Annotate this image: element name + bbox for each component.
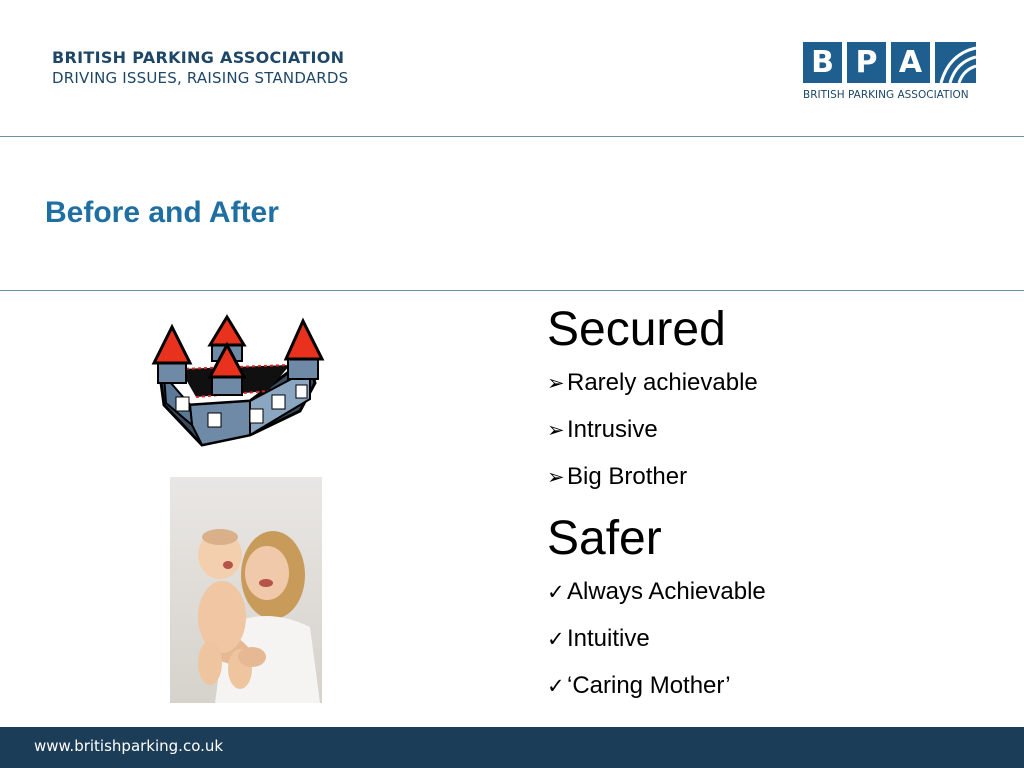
list-item	[547, 569, 1007, 616]
org-tagline: DRIVING ISSUES, RAISING STANDARDS	[52, 69, 349, 87]
org-name: BRITISH PARKING ASSOCIATION	[52, 48, 345, 67]
list-item	[547, 454, 1007, 501]
logo-swoosh-icon	[935, 42, 976, 83]
slide-title: Before and After	[45, 196, 279, 229]
logo-letter-a: A	[891, 42, 930, 83]
title-divider	[0, 290, 1024, 291]
logo-letter-boxes	[803, 42, 981, 83]
check-icon: ✓	[547, 581, 565, 604]
check-icon: ✓	[547, 675, 565, 698]
section-heading: Safer	[547, 512, 662, 565]
list-item-text: ‘Caring Mother’	[567, 672, 731, 699]
bullet-list	[547, 360, 1007, 501]
list-item-text: Always Achievable	[567, 578, 766, 605]
bullet-list	[547, 569, 1007, 710]
arrow-bullet-icon: ➢	[547, 419, 565, 442]
footer-url: www.britishparking.co.uk	[34, 737, 224, 755]
castle-icon	[150, 313, 328, 447]
list-item-text: Rarely achievable	[567, 369, 758, 396]
section-safer	[547, 509, 1007, 710]
list-item-text: Big Brother	[567, 463, 688, 490]
footer-bar	[0, 727, 1024, 768]
content-column	[547, 300, 1007, 710]
mother-and-baby-photo	[170, 477, 322, 703]
list-item-text: Intuitive	[567, 625, 650, 652]
list-item	[547, 663, 1007, 710]
list-item	[547, 360, 1007, 407]
arrow-bullet-icon: ➢	[547, 372, 565, 395]
list-item	[547, 407, 1007, 454]
header-divider	[0, 136, 1024, 137]
logo-caption: BRITISH PARKING ASSOCIATION	[803, 89, 969, 101]
section-secured	[547, 300, 1007, 501]
logo-letter-p: P	[847, 42, 886, 83]
arrow-bullet-icon: ➢	[547, 466, 565, 489]
check-icon: ✓	[547, 628, 565, 651]
list-item-text: Intrusive	[567, 416, 658, 443]
bpa-logo	[803, 42, 981, 106]
list-item	[547, 616, 1007, 663]
section-heading: Secured	[547, 303, 726, 356]
logo-letter-b: B	[803, 42, 842, 83]
